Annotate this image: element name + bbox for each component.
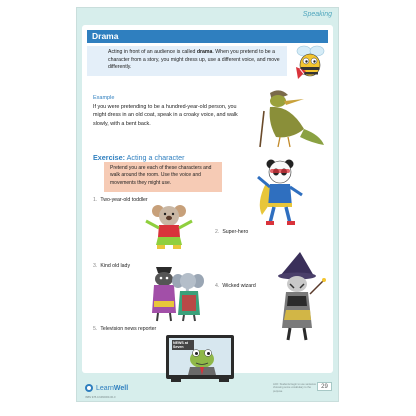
bee-mascot-illustration <box>290 45 330 83</box>
page <box>76 7 339 402</box>
superhero-panda-illustration <box>252 155 310 229</box>
walking-stick <box>260 111 264 147</box>
item-superhero: 2. Super-hero <box>215 229 249 235</box>
definition-keyword: drama <box>196 49 213 55</box>
item-old-lady: 3. Kind old lady <box>93 263 131 269</box>
content-card <box>82 25 333 373</box>
page-title: Drama <box>87 30 328 43</box>
curriculum-note: ACF: Students begin to use sentence choosing some vocabulary to the purpose <box>273 383 316 393</box>
bee-stripe <box>301 67 319 70</box>
toddler-koala-illustration <box>142 203 198 249</box>
definition-box <box>87 46 287 76</box>
hero-mask <box>270 169 290 173</box>
page-number: 29 <box>317 382 332 391</box>
bird-coat <box>270 107 304 137</box>
wizard-wand <box>310 280 324 294</box>
wizard-hat <box>280 252 314 276</box>
isbn-text: ISBN 978-0-6460000-00-0 <box>85 396 116 399</box>
example-label: Example <box>93 95 115 101</box>
item-toddler: 1. Two-year-old toddler <box>93 197 148 203</box>
instructions-box: Pretend you are each of these characters and walk around the room. Use the voice and movements they might use. <box>104 162 222 192</box>
mole-head <box>155 272 173 286</box>
exercise-title: Exercise: Acting a character <box>93 153 185 162</box>
item-wizard: 4. Wicked wizard <box>215 283 256 289</box>
item-news-reporter: 5. Television news reporter <box>93 326 157 332</box>
learnwell-logo: LearnWell <box>85 384 128 392</box>
old-lady-coat <box>152 285 176 313</box>
section-label: Speaking <box>302 11 332 18</box>
learnwell-logo-icon <box>85 384 93 392</box>
example-text: If you were pretending to be a hundred-year-old person, you might dress in an old coat, speak in a croaky voice, and walk slowly, with a bent back. <box>93 104 238 127</box>
old-bird-character-illustration <box>242 87 327 149</box>
tv-news-sign: NEWS at Seven <box>173 341 188 349</box>
bird-head <box>270 95 286 107</box>
toddler-shirt <box>158 225 180 237</box>
kind-old-lady-illustration <box>142 261 206 323</box>
definition-text-post: . When you pretend to be a character from a story, you might dress up, use a different voice, and move differently. <box>108 49 280 71</box>
wicked-wizard-illustration <box>270 250 328 342</box>
definition-text-pre: Acting in front of an audience is called <box>108 49 197 55</box>
